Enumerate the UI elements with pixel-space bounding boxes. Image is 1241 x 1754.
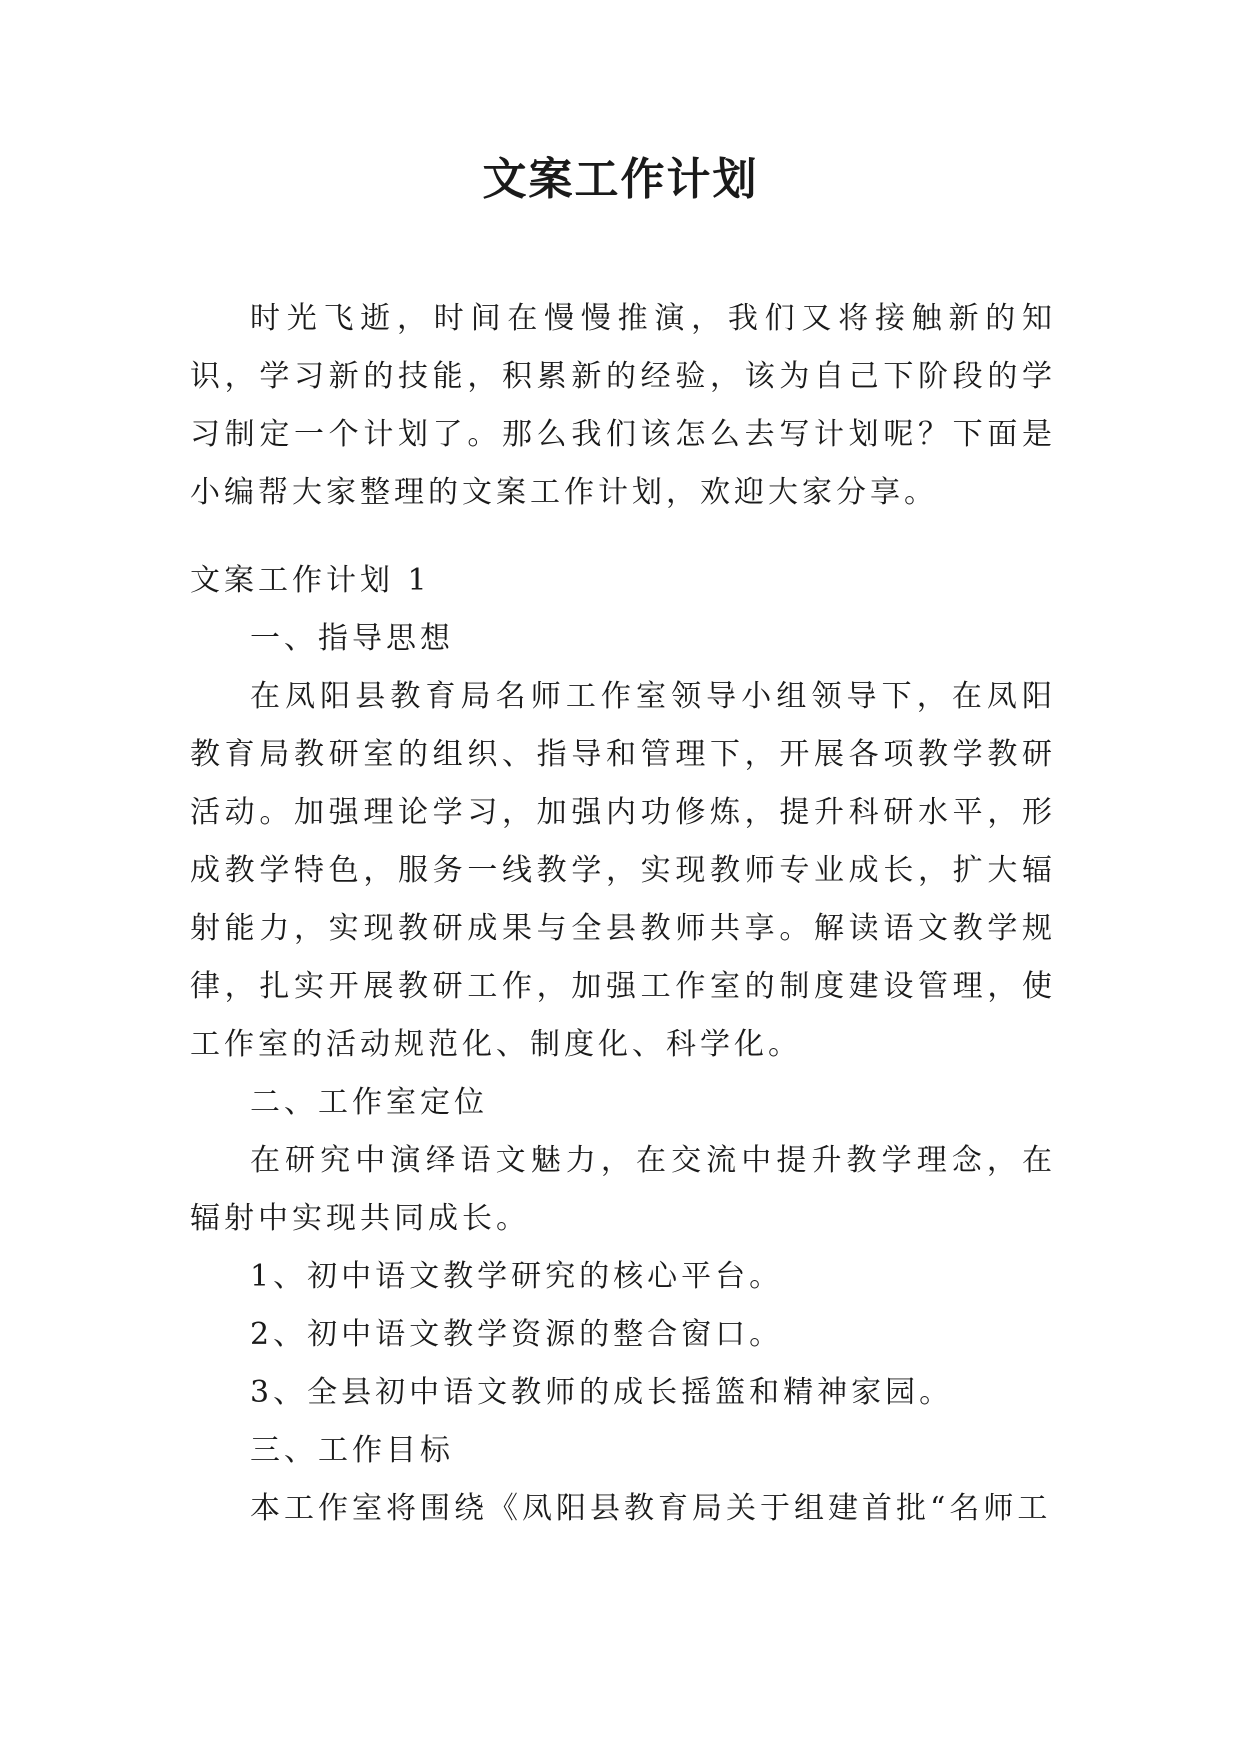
heading-guiding-thought: 一、指导思想 — [250, 621, 454, 656]
heading-work-goals: 三、工作目标 — [250, 1433, 454, 1468]
list-item: 3、全县初中语文教师的成长摇篮和精神家园。 — [250, 1375, 954, 1410]
paragraph-work-goals: 本工作室将围绕《凤阳县教育局关于组建首批“名师工 — [250, 1491, 1052, 1526]
paragraph-studio-positioning: 在研究中演绎语文魅力，在交流中提升教学理念，在辐射中实现共同成长。 — [190, 1143, 1056, 1236]
paragraph-guiding-thought: 在凤阳县教育局名师工作室领导小组领导下，在凤阳教育局教研室的组织、指导和管理下，开展各项教学教研活动。加强理论学习，加强内功修炼，提升科研水平，形成教学特色，服务一线教学，实现教师专业成长，扩大辐射能力，实现教研成果与全县教师共享。解读语文教学规律，扎实开展教研工作，加强工作室的制度建设管理，使工作室的活动规范化、制度化、科学化。 — [190, 679, 1056, 1062]
document-body — [190, 290, 1056, 1538]
list-item: 1、初中语文教学研究的核心平台。 — [250, 1259, 784, 1294]
section-title: 文案工作计划 1 — [190, 563, 431, 598]
document-title: 文案工作计划 — [482, 154, 759, 205]
intro-paragraph: 时光飞逝，时间在慢慢推演，我们又将接触新的知识，学习新的技能，积累新的经验，该为自己下阶段的学习制定一个计划了。那么我们该怎么去写计划呢？下面是小编帮大家整理的文案工作计划，欢迎大家分享。 — [190, 301, 1056, 510]
list-item: 2、初中语文教学资源的整合窗口。 — [250, 1317, 784, 1352]
heading-studio-positioning: 二、工作室定位 — [250, 1085, 488, 1120]
